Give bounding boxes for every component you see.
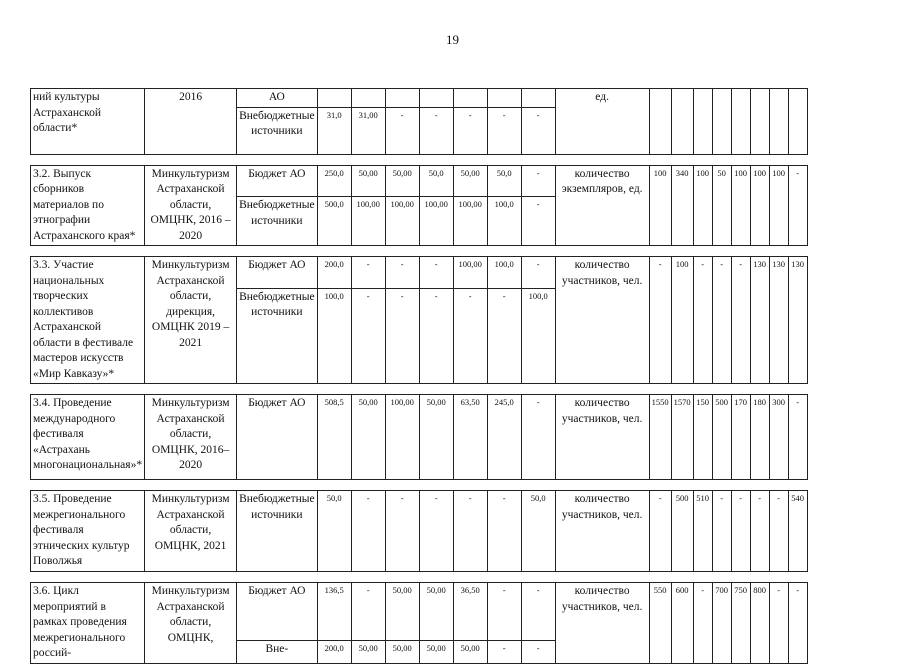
indicator-value: 150 bbox=[693, 395, 712, 480]
indicator-cell: количество экземпляров, ед. bbox=[555, 165, 649, 246]
indicator-value: 130 bbox=[788, 257, 807, 384]
block-spacer bbox=[31, 246, 808, 257]
indicator-value: 100 bbox=[693, 165, 712, 246]
finance-value: - bbox=[419, 288, 453, 383]
finance-value: 200,0 bbox=[317, 640, 351, 663]
indicator-value: 600 bbox=[671, 583, 693, 664]
indicator-value: - bbox=[712, 257, 731, 384]
table-row bbox=[31, 89, 808, 108]
indicator-value: - bbox=[731, 491, 750, 572]
block-spacer bbox=[31, 480, 808, 491]
finance-value: 508,5 bbox=[317, 395, 351, 480]
finance-value: 50,0 bbox=[521, 491, 555, 572]
spacer-cell bbox=[31, 154, 808, 165]
finance-value: 50,00 bbox=[419, 583, 453, 641]
finance-value: - bbox=[487, 107, 521, 154]
finance-value: 100,00 bbox=[351, 197, 385, 246]
finance-value: 31,00 bbox=[351, 107, 385, 154]
finance-value: - bbox=[453, 288, 487, 383]
funding-source: Бюджет АО bbox=[237, 257, 318, 289]
finance-value: - bbox=[419, 107, 453, 154]
indicator-value: - bbox=[788, 395, 807, 480]
finance-value bbox=[453, 89, 487, 108]
finance-value bbox=[487, 89, 521, 108]
indicator-cell: количество участников, чел. bbox=[555, 491, 649, 572]
table-row bbox=[31, 395, 808, 480]
block-spacer bbox=[31, 384, 808, 395]
indicator-value: 130 bbox=[769, 257, 788, 384]
program-table bbox=[30, 88, 808, 664]
indicator-value: - bbox=[649, 257, 671, 384]
finance-value: 50,00 bbox=[385, 165, 419, 197]
finance-value: - bbox=[385, 491, 419, 572]
indicator-value: - bbox=[712, 491, 731, 572]
finance-value: 100,00 bbox=[453, 257, 487, 289]
finance-value: 50,00 bbox=[453, 640, 487, 663]
table-row bbox=[31, 491, 808, 572]
finance-value: - bbox=[487, 640, 521, 663]
page-number: 19 bbox=[446, 32, 459, 47]
funding-source: Внебюджетные источники bbox=[237, 197, 318, 246]
indicator-value: 100 bbox=[731, 165, 750, 246]
finance-value bbox=[521, 89, 555, 108]
finance-value: 500,0 bbox=[317, 197, 351, 246]
indicator-value: 300 bbox=[769, 395, 788, 480]
indicator-value: - bbox=[731, 257, 750, 384]
indicator-value: 700 bbox=[712, 583, 731, 664]
finance-value: 50,0 bbox=[487, 165, 521, 197]
indicator-value bbox=[671, 89, 693, 155]
indicator-value: - bbox=[649, 491, 671, 572]
finance-value: - bbox=[351, 491, 385, 572]
indicator-value: 130 bbox=[750, 257, 769, 384]
finance-value: 245,0 bbox=[487, 395, 521, 480]
indicator-value: 500 bbox=[671, 491, 693, 572]
executor-cell: 2016 bbox=[145, 89, 237, 155]
indicator-value: 540 bbox=[788, 491, 807, 572]
table-row bbox=[31, 257, 808, 289]
indicator-value: - bbox=[693, 257, 712, 384]
funding-source: Бюджет АО bbox=[237, 165, 318, 197]
finance-value: 50,00 bbox=[351, 395, 385, 480]
indicator-value: 1570 bbox=[671, 395, 693, 480]
activity-name: 3.5. Проведение межрегионального фестиваля этнических культур Поволжья bbox=[31, 491, 145, 572]
indicator-value: 180 bbox=[750, 395, 769, 480]
spacer-cell bbox=[31, 572, 808, 583]
finance-value: 50,00 bbox=[351, 165, 385, 197]
finance-value: 136,5 bbox=[317, 583, 351, 641]
indicator-value: 170 bbox=[731, 395, 750, 480]
spacer-cell bbox=[31, 384, 808, 395]
finance-value: - bbox=[487, 583, 521, 641]
finance-value: - bbox=[351, 288, 385, 383]
finance-value: 50,00 bbox=[419, 640, 453, 663]
finance-value: - bbox=[521, 640, 555, 663]
indicator-value: 510 bbox=[693, 491, 712, 572]
finance-value: 200,0 bbox=[317, 257, 351, 289]
finance-value: - bbox=[453, 107, 487, 154]
finance-value: 100,00 bbox=[385, 197, 419, 246]
executor-cell: Минкультуризм Астраханской области, ОМЦНК, 2016–2020 bbox=[145, 395, 237, 480]
finance-value: - bbox=[487, 288, 521, 383]
finance-value bbox=[351, 89, 385, 108]
indicator-value bbox=[750, 89, 769, 155]
indicator-value: - bbox=[788, 165, 807, 246]
indicator-value: 100 bbox=[649, 165, 671, 246]
indicator-value: - bbox=[750, 491, 769, 572]
finance-value bbox=[385, 89, 419, 108]
indicator-value: 100 bbox=[671, 257, 693, 384]
finance-value: 50,00 bbox=[351, 640, 385, 663]
finance-value: - bbox=[385, 107, 419, 154]
finance-value: 31,0 bbox=[317, 107, 351, 154]
finance-value: 100,00 bbox=[453, 197, 487, 246]
finance-value: 100,0 bbox=[487, 197, 521, 246]
indicator-value bbox=[788, 89, 807, 155]
finance-value: - bbox=[419, 257, 453, 289]
funding-source: Вне- bbox=[237, 640, 318, 663]
finance-value: 100,0 bbox=[487, 257, 521, 289]
block-spacer bbox=[31, 154, 808, 165]
finance-value: - bbox=[521, 165, 555, 197]
indicator-value: 340 bbox=[671, 165, 693, 246]
activity-name: 3.6. Цикл мероприятий в рамках проведения межрегионального россий- bbox=[31, 583, 145, 664]
indicator-value: 550 bbox=[649, 583, 671, 664]
funding-source: Внебюджетные источники bbox=[237, 288, 318, 383]
indicator-cell: количество участников, чел. bbox=[555, 395, 649, 480]
executor-cell: Минкультуризм Астраханской области, дирекция, ОМЦНК 2019 – 2021 bbox=[145, 257, 237, 384]
indicator-value: - bbox=[769, 583, 788, 664]
activity-name: 3.4. Проведение международного фестиваля «Астрахань многонациональная»* bbox=[31, 395, 145, 480]
spacer-cell bbox=[31, 480, 808, 491]
finance-value: - bbox=[453, 491, 487, 572]
activity-name: ний культуры Астраханской области* bbox=[31, 89, 145, 155]
finance-value bbox=[419, 89, 453, 108]
indicator-value: 750 bbox=[731, 583, 750, 664]
finance-value: 50,0 bbox=[317, 491, 351, 572]
indicator-value: 100 bbox=[769, 165, 788, 246]
finance-value: 100,0 bbox=[317, 288, 351, 383]
funding-source: Внебюджетные источники bbox=[237, 491, 318, 572]
indicator-value bbox=[731, 89, 750, 155]
funding-source: Бюджет АО bbox=[237, 395, 318, 480]
indicator-value: 800 bbox=[750, 583, 769, 664]
indicator-value bbox=[712, 89, 731, 155]
finance-value: 50,0 bbox=[419, 165, 453, 197]
funding-source: Внебюджетные источники bbox=[237, 107, 318, 154]
finance-value: 100,0 bbox=[521, 288, 555, 383]
funding-source: Бюджет АО bbox=[237, 583, 318, 641]
finance-value: 50,00 bbox=[385, 640, 419, 663]
activity-name: 3.3. Участие национальных творческих коллективов Астраханской области в фестивале мастеров искусств «Мир Кавказу»* bbox=[31, 257, 145, 384]
spacer-cell bbox=[31, 246, 808, 257]
executor-cell: Минкультуризм Астраханской области, ОМЦНК, 2016 – 2020 bbox=[145, 165, 237, 246]
finance-value: - bbox=[521, 107, 555, 154]
block-spacer bbox=[31, 572, 808, 583]
finance-value: - bbox=[385, 288, 419, 383]
activity-name: 3.2. Выпуск сборников материалов по этнографии Астраханского края* bbox=[31, 165, 145, 246]
finance-value: - bbox=[487, 491, 521, 572]
table-row bbox=[31, 165, 808, 197]
executor-cell: Минкультуризм Астраханской области, ОМЦНК, 2021 bbox=[145, 491, 237, 572]
indicator-value: 1550 bbox=[649, 395, 671, 480]
funding-source: АО bbox=[237, 89, 318, 108]
indicator-value: 100 bbox=[750, 165, 769, 246]
indicator-value: - bbox=[769, 491, 788, 572]
indicator-value bbox=[769, 89, 788, 155]
finance-value: - bbox=[521, 583, 555, 641]
indicator-cell: ед. bbox=[555, 89, 649, 155]
executor-cell: Минкультуризм Астраханской области, ОМЦНК, bbox=[145, 583, 237, 664]
finance-value: - bbox=[351, 257, 385, 289]
indicator-value: 500 bbox=[712, 395, 731, 480]
indicator-value bbox=[649, 89, 671, 155]
finance-value bbox=[317, 89, 351, 108]
finance-value: 50,00 bbox=[453, 165, 487, 197]
finance-value: 100,00 bbox=[385, 395, 419, 480]
finance-value: - bbox=[521, 395, 555, 480]
finance-value: - bbox=[385, 257, 419, 289]
indicator-cell: количество участников, чел. bbox=[555, 257, 649, 384]
finance-value: 50,00 bbox=[385, 583, 419, 641]
indicator-cell: количество участников, чел. bbox=[555, 583, 649, 664]
finance-value: - bbox=[419, 491, 453, 572]
indicator-value bbox=[693, 89, 712, 155]
table-row bbox=[31, 583, 808, 641]
finance-value: 50,00 bbox=[419, 395, 453, 480]
finance-value: 100,00 bbox=[419, 197, 453, 246]
finance-value: 36,50 bbox=[453, 583, 487, 641]
indicator-value: - bbox=[693, 583, 712, 664]
finance-value: 63,50 bbox=[453, 395, 487, 480]
finance-value: - bbox=[351, 583, 385, 641]
finance-value: - bbox=[521, 197, 555, 246]
indicator-value: 50 bbox=[712, 165, 731, 246]
finance-value: 250,0 bbox=[317, 165, 351, 197]
finance-value: - bbox=[521, 257, 555, 289]
indicator-value: - bbox=[788, 583, 807, 664]
